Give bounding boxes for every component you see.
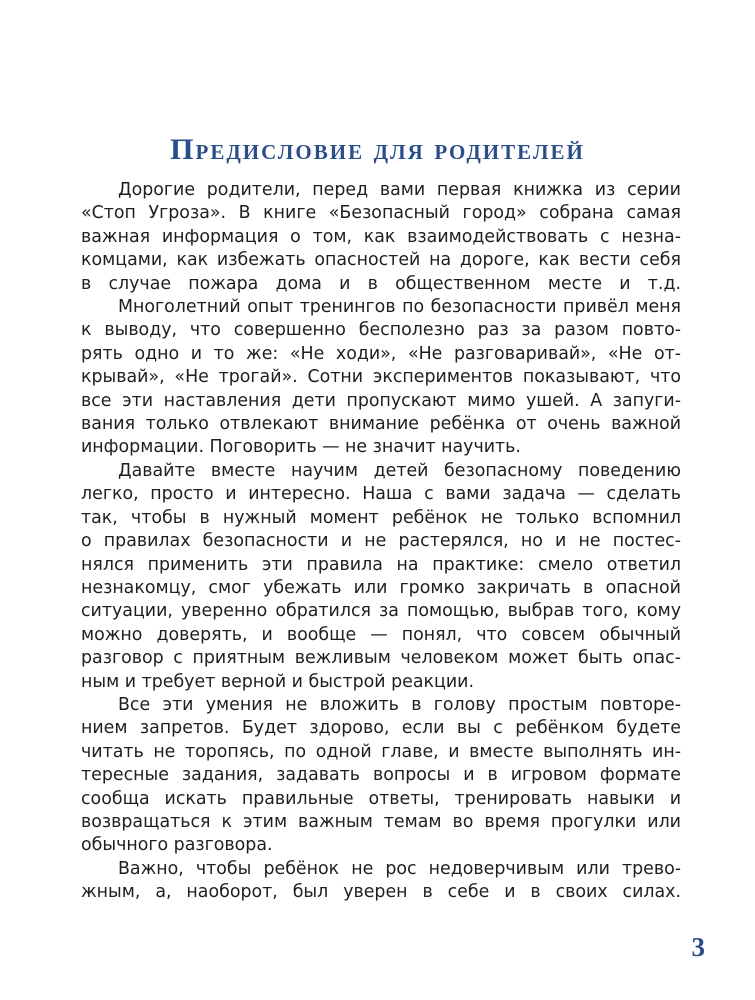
text-line: Дорогие родители, перед вами первая книжка из серии (118, 180, 681, 200)
text-line: можно доверять, и вообще — понял, что совсем обычный (81, 624, 681, 645)
text-line: все эти наставления дети пропускают мимо ушей. А запуги- (81, 390, 681, 411)
text-line: обычного разговора. (81, 835, 273, 856)
page-number: 3 (691, 932, 705, 962)
text-line: Многолетний опыт тренингов по безопасности привёл меня (118, 297, 681, 318)
paragraph-4 (81, 694, 681, 858)
text-line: возвращаться к этим важным темам во время прогулки или (81, 811, 681, 832)
text-line: нием запретов. Будет здорово, если вы с ребёнком будете (81, 718, 681, 739)
text-line: Важно, чтобы ребёнок не рос недоверчивым или трево- (118, 858, 681, 879)
text-line: комцами, как избежать опасностей на дороге, как вести себя (81, 250, 681, 271)
text-line: ным и требует верной и быстрой реакции. (81, 671, 475, 692)
text-line: ситуации, уверенно обратился за помощью, выбрав того, кому (81, 601, 681, 622)
text-line: важная информация о том, как взаимодействовать с незна- (81, 226, 681, 247)
text-line: нялся применить эти правила на практике: смело ответил (81, 554, 681, 575)
text-line: «Стоп Угроза». В книге «Безопасный город» собрана самая (81, 203, 681, 224)
text-line: крывай», «Не трогай». Сотни экспериментов показывают, что (81, 367, 681, 388)
text-line: читать не торопясь, по одной главе, и вместе выполнять ин- (81, 741, 681, 762)
text-line: жным, а, наоборот, был уверен в себе и в своих силах. (81, 882, 681, 903)
text-line: рять одно и то же: «Не ходи», «Не разговаривай», «Не от- (81, 343, 681, 364)
paragraph-2 (81, 296, 681, 460)
text-line: тересные задания, задавать вопросы и в игровом формате (81, 765, 681, 786)
text-line: сообща искать правильные ответы, тренировать навыки и (81, 788, 681, 809)
paragraph-1 (81, 179, 681, 296)
body-text (81, 179, 681, 905)
text-line: незнакомцу, смог убежать или громко закричать в опасной (81, 577, 681, 598)
paragraph-5 (81, 858, 681, 905)
text-line: Все эти умения не вложить в голову простым повторе- (118, 694, 681, 715)
text-line: в случае пожара дома и в общественном месте и т.д. (81, 273, 681, 294)
text-line: о правилах безопасности и не растерялся, но и не постес- (81, 531, 681, 552)
page-title: Предисловие для родителей (170, 133, 585, 166)
text-line: Давайте вместе научим детей безопасному поведению (118, 460, 681, 481)
text-line: легко, просто и интересно. Наша с вами задача — сделать (81, 484, 681, 505)
text-line: так, чтобы в нужный момент ребёнок не только вспомнил (81, 507, 681, 528)
paragraph-3 (81, 460, 681, 694)
text-line: вания только отвлекают внимание ребёнка от очень важной (81, 414, 681, 435)
text-line: разговор с приятным вежливым человеком может быть опас- (81, 648, 681, 669)
text-line: информации. Поговорить — не значит научить. (81, 437, 521, 458)
text-line: к выводу, что совершенно бесполезно раз за разом повто- (81, 320, 681, 341)
